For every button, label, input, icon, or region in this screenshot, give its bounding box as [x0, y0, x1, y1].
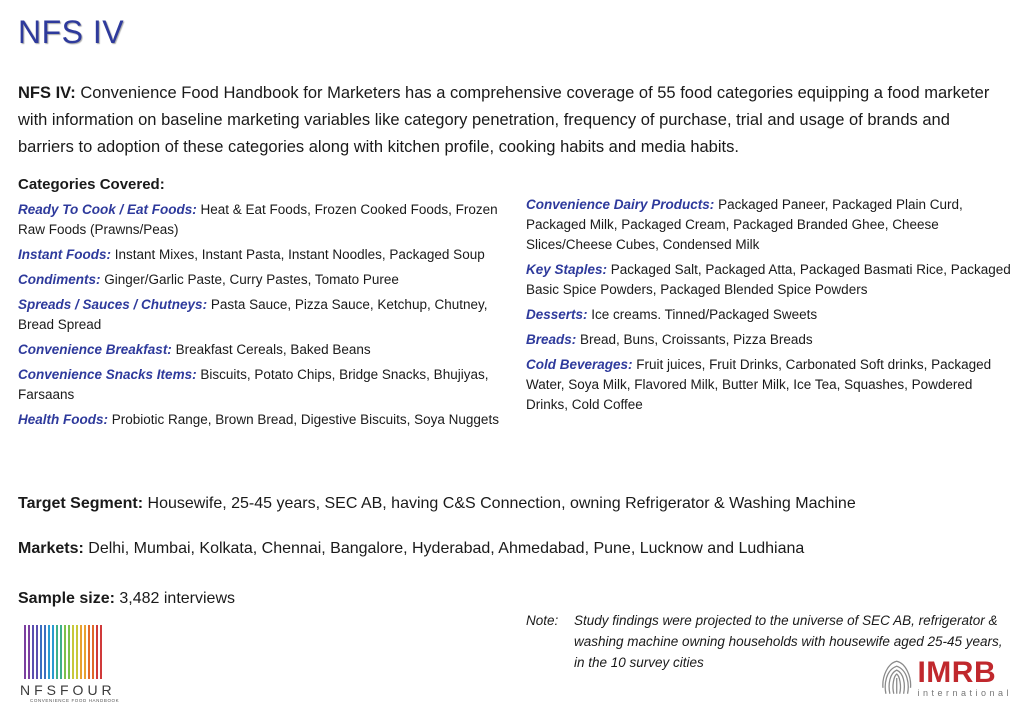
markets-label: Markets: — [18, 540, 84, 557]
logo-bar — [96, 625, 98, 679]
target-segment-label: Target Segment: — [18, 495, 144, 512]
category-entry — [18, 270, 508, 290]
category-name: Key Staples: — [526, 262, 608, 277]
category-items: Pasta Sauce, Pizza Sauce, Ketchup, Chutney, Bread Spread — [18, 297, 488, 332]
category-items: Bread, Buns, Croissants, Pizza Breads — [576, 332, 813, 347]
logo-bar — [80, 625, 82, 679]
intro-paragraph — [18, 80, 1003, 161]
category-entry — [526, 355, 1011, 415]
sample-size — [18, 590, 235, 608]
category-name: Convenience Breakfast: — [18, 342, 172, 357]
category-items: Probiotic Range, Brown Bread, Digestive Biscuits, Soya Nuggets — [108, 412, 499, 427]
category-entry — [18, 245, 508, 265]
logo-bar — [56, 625, 58, 679]
note-text: Study findings were projected to the universe of SEC AB, refrigerator & washing machine owning households with housewife aged 25-45 years, in the 10 survey cities — [574, 613, 1003, 670]
category-entry — [526, 305, 1011, 325]
category-name: Ready To Cook / Eat Foods: — [18, 202, 197, 217]
logo-bar — [88, 625, 90, 679]
category-entry — [18, 295, 508, 335]
category-name: Instant Foods: — [18, 247, 111, 262]
category-items: Packaged Paneer, Packaged Plain Curd, Packaged Milk, Packaged Cream, Packaged Branded Ghee, Cheese Slices/Cheese Cubes, Condensed Milk — [526, 197, 963, 252]
imrb-logo-subtitle: international — [917, 687, 1012, 698]
logo-bar — [28, 625, 30, 679]
category-items: Biscuits, Potato Chips, Bridge Snacks, Bhujiyas, Farsaans — [18, 367, 489, 402]
categories-heading: Categories Covered: — [18, 176, 165, 193]
category-entry — [526, 260, 1011, 300]
logo-bar — [40, 625, 42, 679]
category-name: Desserts: — [526, 307, 588, 322]
logo-bar — [52, 625, 54, 679]
markets-value: Delhi, Mumbai, Kolkata, Chennai, Bangalore, Hyderabad, Ahmedabad, Pune, Lucknow and Ludhiana — [83, 540, 805, 557]
category-entry — [18, 410, 508, 430]
sample-size-value: 3,482 interviews — [114, 590, 235, 607]
target-segment-value: Housewife, 25-45 years, SEC AB, having C&S Connection, owning Refrigerator & Washing Machine — [143, 495, 856, 512]
logo-bar — [84, 625, 86, 679]
category-items: Ice creams. Tinned/Packaged Sweets — [587, 307, 818, 322]
intro-text: Convenience Food Handbook for Marketers has a comprehensive coverage of 55 food categories equipping a food marketer with information on baseline marketing variables like category penetration, frequency of purchase, trial and usage of brands and barriers to adoption of these categories along with kitchen profile, cooking habits and media habits. — [18, 84, 990, 156]
logo-bar — [36, 625, 38, 679]
category-entry — [18, 340, 508, 360]
nfs-logo-subtitle: CONVENIENCE FOOD HANDBOOK — [30, 698, 120, 703]
barcode-icon — [18, 625, 122, 679]
category-name: Spreads / Sauces / Chutneys: — [18, 297, 208, 312]
category-items: Instant Mixes, Instant Pasta, Instant Noodles, Packaged Soup — [111, 247, 485, 262]
category-items: Packaged Salt, Packaged Atta, Packaged Basmati Rice, Packaged Basic Spice Powders, Packaged Blended Spice Powders — [526, 262, 1011, 297]
page-title: NFS IV — [18, 14, 125, 50]
category-name: Condiments: — [18, 272, 101, 287]
category-entry — [18, 200, 508, 240]
category-name: Cold Beverages: — [526, 357, 633, 372]
nfs-four-logo — [18, 625, 122, 705]
right-categories-column — [526, 195, 1011, 420]
logo-bar — [44, 625, 46, 679]
sample-size-label: Sample size: — [18, 590, 115, 607]
logo-bar — [60, 625, 62, 679]
target-segment — [18, 495, 856, 513]
category-items: Breakfast Cereals, Baked Beans — [171, 342, 371, 357]
markets — [18, 540, 804, 558]
nfs-logo-word: NFSFOUR — [20, 682, 116, 698]
category-name: Convenience Snacks Items: — [18, 367, 197, 382]
imrb-logo — [880, 655, 1012, 701]
intro-lead: NFS IV: — [18, 84, 76, 102]
note-label: Note: — [526, 613, 559, 628]
imrb-logo-word: IMRB — [917, 655, 997, 689]
logo-bar — [76, 625, 78, 679]
logo-bar — [48, 625, 50, 679]
logo-bar — [68, 625, 70, 679]
logo-bar — [32, 625, 34, 679]
category-items: Fruit juices, Fruit Drinks, Carbonated Soft drinks, Packaged Water, Soya Milk, Flavored Milk, Butter Milk, Ice Tea, Squashes, Powdered Drinks, Cold Coffee — [526, 357, 992, 412]
logo-bar — [92, 625, 94, 679]
logo-bar — [100, 625, 102, 679]
fingerprint-icon — [880, 658, 913, 698]
category-items: Heat & Eat Foods, Frozen Cooked Foods, Frozen Raw Foods (Prawns/Peas) — [18, 202, 498, 237]
category-name: Breads: — [526, 332, 577, 347]
logo-bar — [72, 625, 74, 679]
category-entry — [526, 195, 1011, 255]
category-entry — [526, 330, 1011, 350]
category-name: Convenience Dairy Products: — [526, 197, 715, 212]
category-items: Ginger/Garlic Paste, Curry Pastes, Tomato Puree — [100, 272, 399, 287]
logo-bar — [64, 625, 66, 679]
category-entry — [18, 365, 508, 405]
logo-bar — [24, 625, 26, 679]
category-name: Health Foods: — [18, 412, 108, 427]
left-categories-column — [18, 200, 508, 435]
